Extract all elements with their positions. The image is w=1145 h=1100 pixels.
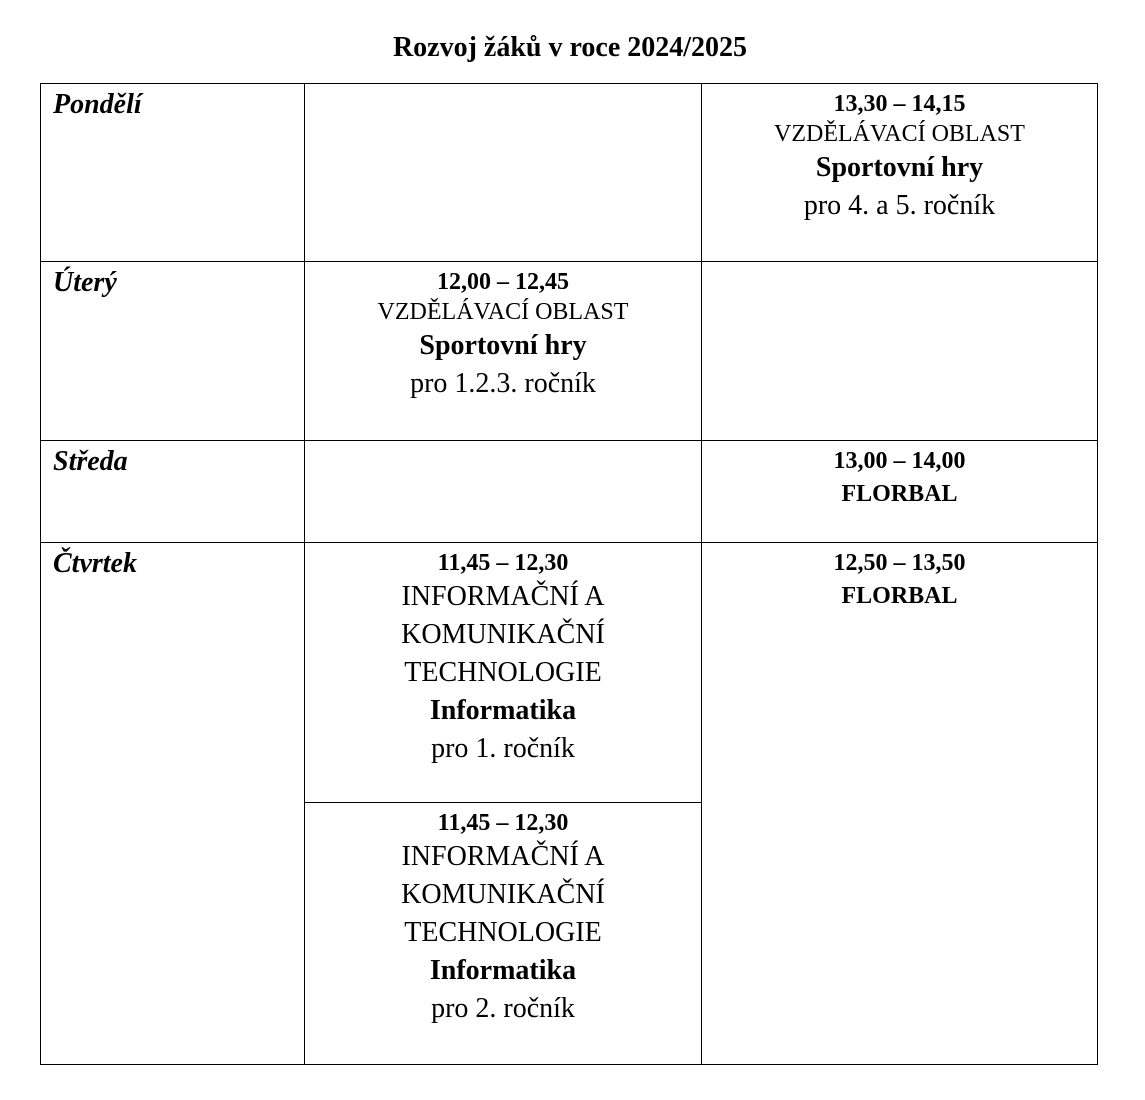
entry-subject: Sportovní hry [419, 330, 587, 361]
entry-activity: FLORBAL [841, 583, 958, 609]
entry-time: 12,00 – 12,45 [437, 269, 569, 295]
entry-area: INFORMAČNÍ A KOMUNIKAČNÍ TECHNOLOGIE [401, 841, 605, 948]
schedule-entry-monday [702, 84, 1097, 225]
entry-area: VZDĚLÁVACÍ OBLAST [377, 299, 629, 325]
entry-subject: Sportovní hry [815, 152, 984, 183]
entry-grade: pro 1.2.3. ročník [410, 368, 596, 399]
entry-time: 12,50 – 13,50 [833, 550, 966, 576]
schedule-entry-thursday-a [305, 543, 701, 768]
entry-area: VZDĚLÁVACÍ OBLAST [774, 121, 1025, 147]
entry-subject: Informatika [429, 695, 577, 726]
day-label-wednesday [41, 441, 304, 478]
schedule-entry-thursday-b [305, 803, 701, 1028]
entry-area: INFORMAČNÍ A KOMUNIKAČNÍ TECHNOLOGIE [401, 581, 605, 688]
day-text: Středa [53, 446, 128, 477]
schedule-table [40, 83, 1098, 1065]
entry-activity: FLORBAL [841, 481, 958, 507]
entry-time: 13,30 – 14,15 [833, 91, 966, 117]
page-title: Rozvoj žáků v roce 2024/2025 [392, 32, 748, 63]
entry-subject: Informatika [429, 955, 577, 986]
day-text: Čtvrtek [53, 548, 137, 579]
entry-grade: pro 2. ročník [431, 993, 575, 1024]
schedule-entry-thursday-florbal [702, 543, 1097, 614]
entry-time: 13,00 – 14,00 [833, 448, 966, 474]
day-text: Pondělí [53, 89, 142, 120]
day-text: Úterý [53, 267, 117, 298]
schedule-entry-wednesday [702, 441, 1097, 512]
day-label-tuesday [41, 262, 304, 299]
schedule-entry-tuesday [305, 262, 701, 403]
entry-grade: pro 4. a 5. ročník [803, 190, 996, 221]
entry-time: 11,45 – 12,30 [437, 550, 569, 576]
day-label-monday [41, 84, 304, 121]
entry-time: 11,45 – 12,30 [437, 810, 569, 836]
entry-grade: pro 1. ročník [431, 733, 575, 764]
day-label-thursday [41, 543, 304, 580]
